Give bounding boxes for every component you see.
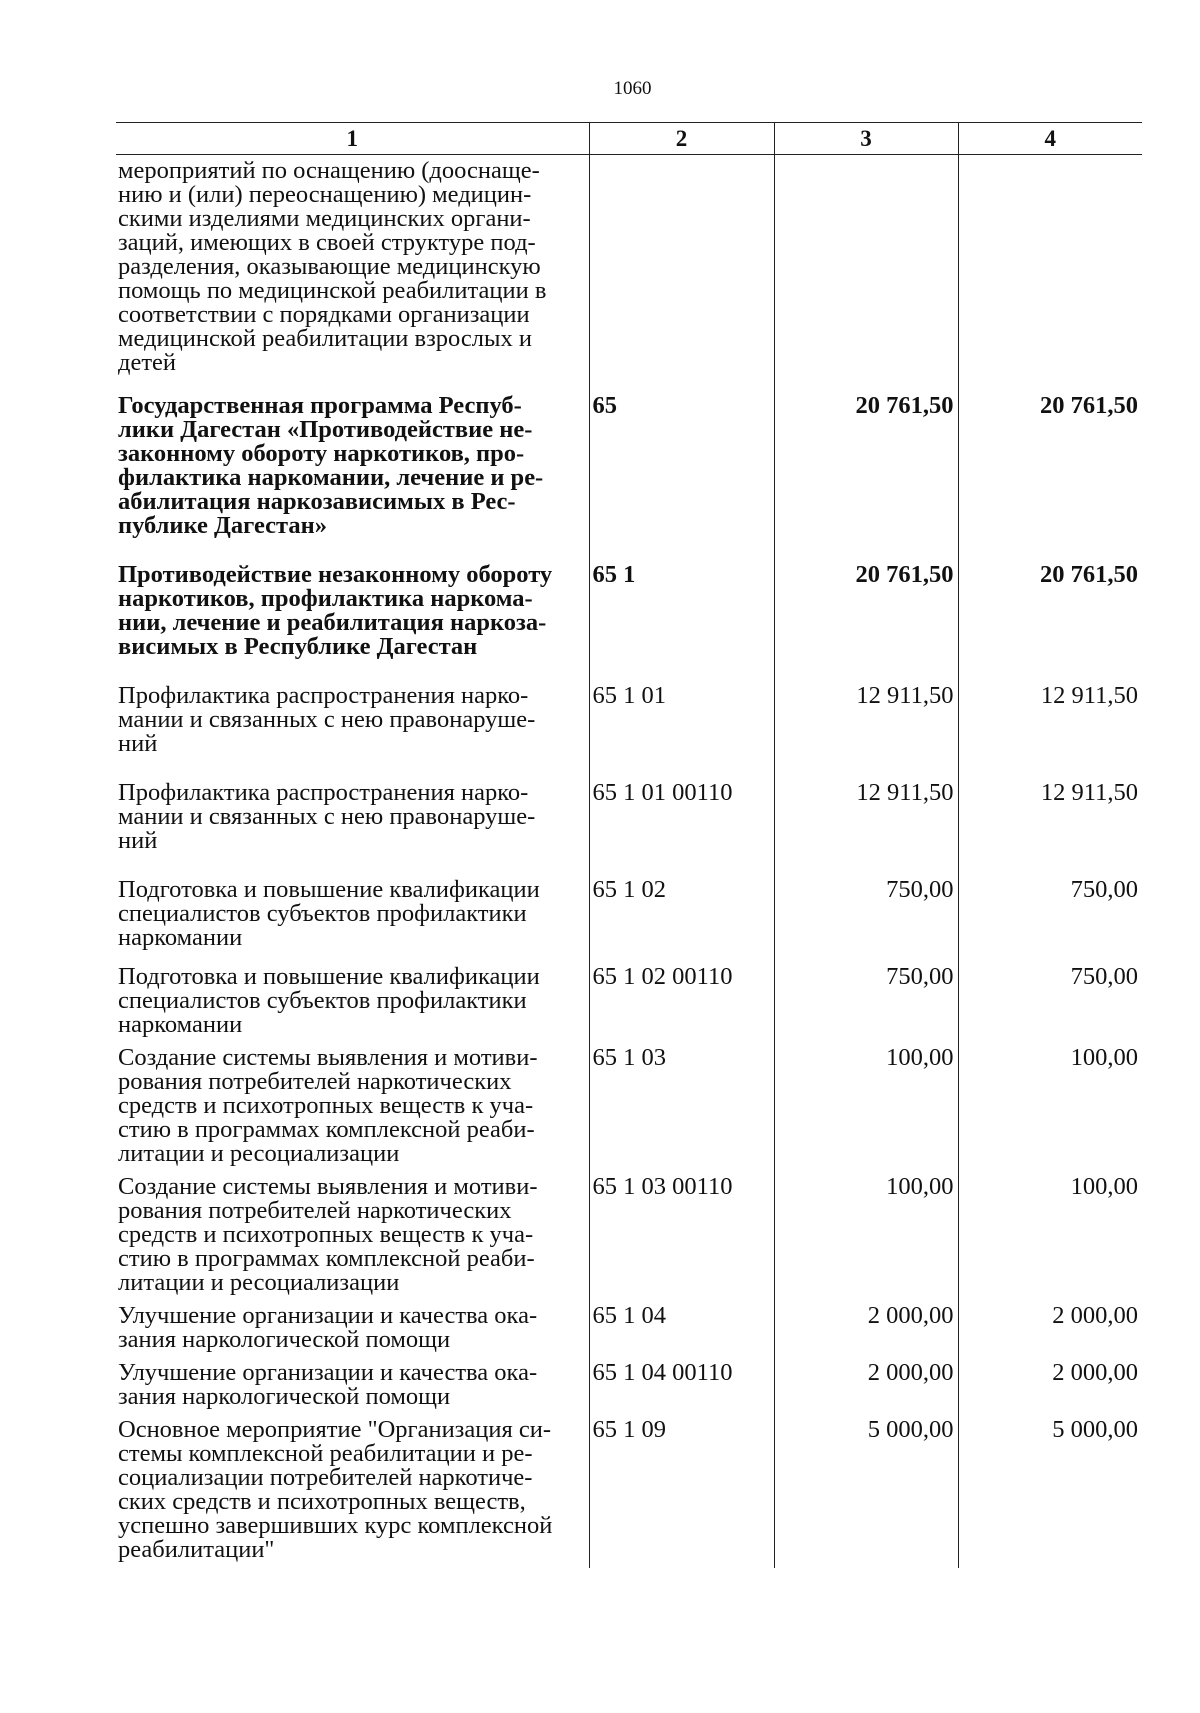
row-name-cell	[116, 375, 589, 544]
table-row	[116, 544, 1142, 665]
row-code-cell: 65 1 03	[589, 1037, 774, 1166]
row-name-line: ний	[118, 827, 158, 854]
row-col4-value: 100,00	[958, 1037, 1142, 1166]
row-name-line: средств и психотропных веществ к уча-	[118, 1221, 534, 1248]
row-name-line: Противодействие незаконному обороту	[118, 561, 553, 588]
row-code-cell: 65 1	[589, 544, 774, 665]
row-name-line: Подготовка и повышение квалификации	[118, 963, 540, 990]
row-name-line: мании и связанных с нею правонаруше-	[118, 803, 536, 830]
header-row	[116, 123, 1142, 155]
row-col4-value: 12 911,50	[958, 762, 1142, 859]
row-name-line: стию в программах комплексной реаби-	[118, 1245, 535, 1272]
table-row	[116, 1166, 1142, 1295]
row-name-line: зания наркологической помощи	[118, 1326, 451, 1353]
header-col-3: 3	[774, 123, 958, 155]
row-name-line: наркотиков, профилактика наркома-	[118, 585, 533, 612]
row-name-line: специалистов субъектов профилактики	[118, 900, 527, 927]
row-name-line: нию и (или) переоснащению) медицин-	[118, 181, 532, 208]
row-col4-value: 2 000,00	[958, 1295, 1142, 1352]
row-name-line: литации и ресоциализации	[118, 1140, 400, 1167]
row-name-line: помощь по медицинской реабилитации в	[118, 277, 547, 304]
row-col4-value: 20 761,50	[958, 375, 1142, 544]
row-name-line: Подготовка и повышение квалификации	[118, 876, 540, 903]
row-name-line: филактика наркомании, лечение и ре-	[118, 464, 544, 491]
row-code-cell: 65 1 02 00110	[589, 956, 774, 1037]
row-name-cell	[116, 155, 589, 376]
row-name-line: Создание системы выявления и мотиви-	[118, 1173, 538, 1200]
row-name-line: реабилитации"	[118, 1536, 275, 1563]
row-name-cell	[116, 956, 589, 1037]
row-col3-value: 12 911,50	[774, 665, 958, 762]
table-row	[116, 1037, 1142, 1166]
table-row	[116, 859, 1142, 956]
row-name-line: мероприятий по оснащению (дооснаще-	[118, 157, 540, 184]
table-row	[116, 1352, 1142, 1409]
row-col4-value: 20 761,50	[958, 544, 1142, 665]
row-name-line: наркомании	[118, 1011, 243, 1038]
row-code-cell: 65 1 01 00110	[589, 762, 774, 859]
row-name-line: Улучшение организации и качества ока-	[118, 1359, 538, 1386]
row-col3-value: 2 000,00	[774, 1352, 958, 1409]
table-row	[116, 665, 1142, 762]
row-name-cell	[116, 1409, 589, 1568]
row-code-cell: 65 1 09	[589, 1409, 774, 1568]
table-row	[116, 155, 1142, 376]
row-name-line: детей	[118, 349, 177, 376]
row-col3-value: 750,00	[774, 956, 958, 1037]
row-name-line: Основное мероприятие "Организация си-	[118, 1416, 551, 1443]
row-code-cell: 65 1 04	[589, 1295, 774, 1352]
row-col4-value	[958, 155, 1142, 376]
row-name-line: рования потребителей наркотических	[118, 1197, 512, 1224]
row-code-cell	[589, 155, 774, 376]
row-name-line: законному обороту наркотиков, про-	[118, 440, 525, 467]
row-col4-value: 100,00	[958, 1166, 1142, 1295]
row-name-line: медицинской реабилитации взрослых и	[118, 325, 532, 352]
row-name-cell	[116, 544, 589, 665]
budget-table	[116, 122, 1142, 1568]
row-col4-value: 750,00	[958, 859, 1142, 956]
row-code-cell: 65 1 01	[589, 665, 774, 762]
table-row	[116, 956, 1142, 1037]
row-name-line: Создание системы выявления и мотиви-	[118, 1044, 538, 1071]
row-col3-value: 5 000,00	[774, 1409, 958, 1568]
row-name-cell	[116, 1352, 589, 1409]
row-name-line: успешно завершивших курс комплексной	[118, 1512, 553, 1539]
row-name-line: висимых в Республике Дагестан	[118, 633, 478, 660]
row-col4-value: 2 000,00	[958, 1352, 1142, 1409]
row-name-line: публике Дагестан»	[118, 512, 327, 539]
row-name-line: Государственная программа Респуб-	[118, 392, 522, 419]
header-col-4: 4	[958, 123, 1142, 155]
row-code-cell: 65 1 02	[589, 859, 774, 956]
row-name-line: заций, имеющих в своей структуре под-	[118, 229, 536, 256]
row-col4-value: 750,00	[958, 956, 1142, 1037]
row-col3-value	[774, 155, 958, 376]
table-row	[116, 1409, 1142, 1568]
row-col3-value: 20 761,50	[774, 544, 958, 665]
row-name-line: социализации потребителей наркотиче-	[118, 1464, 533, 1491]
row-name-line: скими изделиями медицинских органи-	[118, 205, 531, 232]
row-col3-value: 20 761,50	[774, 375, 958, 544]
table-row	[116, 375, 1142, 544]
row-col3-value: 750,00	[774, 859, 958, 956]
row-name-line: нии, лечение и реабилитация наркоза-	[118, 609, 547, 636]
row-name-line: ний	[118, 730, 158, 757]
row-code-cell: 65 1 03 00110	[589, 1166, 774, 1295]
row-code-cell: 65	[589, 375, 774, 544]
table-row	[116, 1295, 1142, 1352]
row-name-line: наркомании	[118, 924, 243, 951]
row-name-line: мании и связанных с нею правонаруше-	[118, 706, 536, 733]
row-name-line: стемы комплексной реабилитации и ре-	[118, 1440, 533, 1467]
row-name-line: Профилактика распространения нарко-	[118, 682, 529, 709]
row-name-cell	[116, 1166, 589, 1295]
table-row	[116, 762, 1142, 859]
row-name-line: разделения, оказывающие медицинскую	[118, 253, 541, 280]
row-name-line: средств и психотропных веществ к уча-	[118, 1092, 534, 1119]
row-name-line: Профилактика распространения нарко-	[118, 779, 529, 806]
row-name-cell	[116, 665, 589, 762]
row-name-line: абилитация наркозависимых в Рес-	[118, 488, 516, 515]
row-name-cell	[116, 1037, 589, 1166]
row-name-line: ских средств и психотропных веществ,	[118, 1488, 526, 1515]
row-name-line: Улучшение организации и качества ока-	[118, 1302, 538, 1329]
row-code-cell: 65 1 04 00110	[589, 1352, 774, 1409]
row-col3-value: 100,00	[774, 1166, 958, 1295]
header-col-2: 2	[589, 123, 774, 155]
table-header	[116, 123, 1142, 155]
row-name-line: литации и ресоциализации	[118, 1269, 400, 1296]
table-body	[116, 155, 1142, 1569]
row-col4-value: 5 000,00	[958, 1409, 1142, 1568]
row-name-cell	[116, 762, 589, 859]
row-col4-value: 12 911,50	[958, 665, 1142, 762]
row-col3-value: 12 911,50	[774, 762, 958, 859]
row-name-line: стию в программах комплексной реаби-	[118, 1116, 535, 1143]
row-name-line: зания наркологической помощи	[118, 1383, 451, 1410]
row-name-line: лики Дагестан «Противодействие не-	[118, 416, 533, 443]
page-number: 1060	[613, 78, 652, 99]
header-col-1: 1	[116, 123, 589, 155]
row-name-line: рования потребителей наркотических	[118, 1068, 512, 1095]
row-col3-value: 2 000,00	[774, 1295, 958, 1352]
row-name-cell	[116, 1295, 589, 1352]
row-col3-value: 100,00	[774, 1037, 958, 1166]
row-name-cell	[116, 859, 589, 956]
row-name-line: соответствии с порядками организации	[118, 301, 530, 328]
row-name-line: специалистов субъектов профилактики	[118, 987, 527, 1014]
